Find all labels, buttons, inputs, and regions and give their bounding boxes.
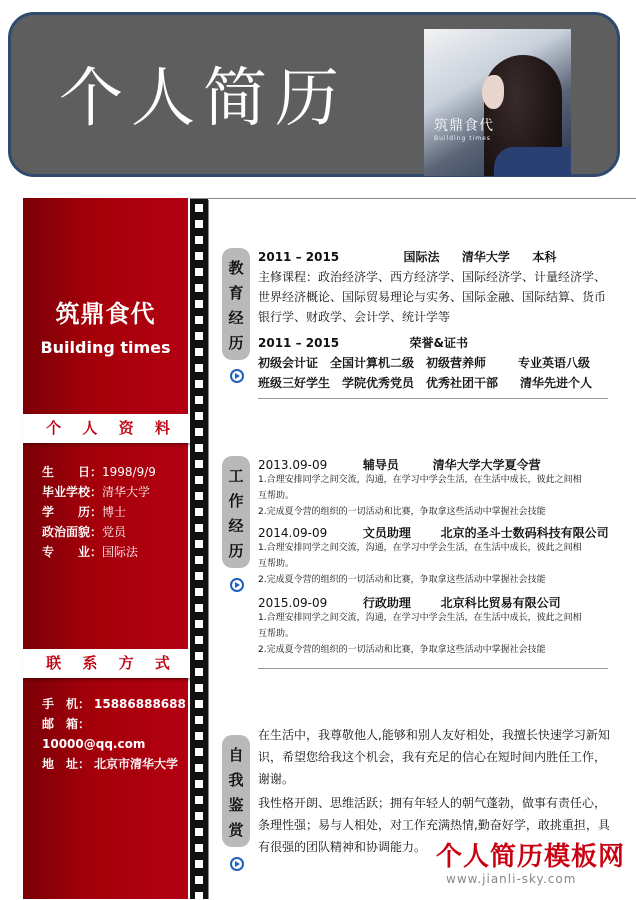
info-row-degree: 学 历：博士 bbox=[42, 502, 156, 522]
tab-char: 作 bbox=[228, 492, 244, 510]
spine-hole bbox=[195, 620, 203, 628]
job-duty-line: 互帮助。 bbox=[258, 559, 295, 569]
tab-char: 育 bbox=[228, 284, 244, 302]
contact-label: 邮 箱： bbox=[42, 717, 91, 731]
info-value: 博士 bbox=[102, 505, 127, 519]
tab-char: 自 bbox=[228, 746, 244, 764]
spine-hole bbox=[195, 316, 203, 324]
tab-char: 赏 bbox=[228, 821, 244, 839]
job-1-header bbox=[258, 456, 541, 473]
tab-char: 工 bbox=[228, 467, 244, 485]
spine-hole bbox=[195, 284, 203, 292]
spine-hole bbox=[195, 380, 203, 388]
binding-spine bbox=[190, 198, 208, 899]
education-degree: 本科 bbox=[532, 250, 557, 264]
contact-label: 地 址： bbox=[42, 757, 91, 771]
top-border-line bbox=[190, 198, 636, 199]
job-role: 行政助理 bbox=[362, 596, 411, 610]
contact-label: 手 机： bbox=[42, 697, 91, 711]
spine-hole bbox=[195, 604, 203, 612]
honor-item: 初级会计证 bbox=[258, 356, 319, 370]
contact-phone bbox=[42, 694, 188, 714]
play-icon[interactable] bbox=[230, 857, 244, 871]
tab-char: 历 bbox=[228, 334, 244, 352]
tab-education bbox=[222, 248, 250, 360]
job-duty-line: 2.完成夏令营的组织的一切活动和比赛，争取拿这些活动中掌握社会技能 bbox=[258, 507, 546, 517]
education-major: 国际法 bbox=[403, 250, 440, 264]
tab-char: 经 bbox=[228, 309, 244, 327]
spine-hole bbox=[195, 476, 203, 484]
spine-hole bbox=[195, 220, 203, 228]
education-school: 清华大学 bbox=[461, 250, 510, 264]
contact-value: 15886888688 bbox=[94, 697, 186, 711]
job-org: 北京科比贸易有限公司 bbox=[440, 596, 561, 610]
tab-char: 历 bbox=[228, 542, 244, 560]
info-label: 生 日 bbox=[42, 465, 91, 479]
info-value: 党员 bbox=[102, 525, 127, 539]
left-column bbox=[23, 198, 188, 899]
job-3-header bbox=[258, 594, 561, 611]
spine-hole bbox=[195, 412, 203, 420]
honor-item: 优秀社团干部 bbox=[426, 376, 499, 390]
spine-hole bbox=[195, 860, 203, 868]
personal-info-heading: 个 人 资 料 bbox=[23, 414, 201, 443]
job-3-duties bbox=[258, 610, 610, 658]
info-label: 政治面貌 bbox=[42, 525, 91, 539]
tab-char: 经 bbox=[228, 517, 244, 535]
spine-hole bbox=[195, 588, 203, 596]
education-header-row bbox=[258, 248, 556, 265]
play-icon[interactable] bbox=[230, 578, 244, 592]
resume-title: 个人简历 bbox=[59, 62, 347, 136]
spine-hole bbox=[195, 332, 203, 340]
education-period: 2011 – 2015 bbox=[258, 250, 340, 264]
contact-address bbox=[42, 754, 188, 774]
contact-value: 北京市清华大学 bbox=[94, 757, 179, 771]
spine-hole bbox=[195, 396, 203, 404]
spine-hole bbox=[195, 556, 203, 564]
job-duty-line: 互帮助。 bbox=[258, 629, 295, 639]
honor-item: 全国计算机二级 bbox=[330, 356, 415, 370]
info-label: 学 历 bbox=[42, 505, 91, 519]
profile-photo bbox=[424, 29, 571, 176]
contact-email[interactable] bbox=[42, 714, 188, 754]
job-2-duties bbox=[258, 540, 610, 588]
spine-hole bbox=[195, 572, 203, 580]
spine-hole bbox=[195, 732, 203, 740]
job-duty-line: 2.完成夏令营的组织的一切活动和比赛，争取拿这些活动中掌握社会技能 bbox=[258, 575, 546, 585]
spine-hole bbox=[195, 668, 203, 676]
spine-hole bbox=[195, 812, 203, 820]
divider-line bbox=[208, 200, 209, 899]
watermark-text: 个人简历模板网 bbox=[436, 842, 626, 872]
spine-hole bbox=[195, 652, 203, 660]
tab-self-label bbox=[222, 743, 250, 843]
personal-info-list bbox=[42, 462, 156, 562]
watermark-url[interactable]: www.jianli-sky.com bbox=[446, 872, 577, 886]
courses-line-2: 世界经济概论、国际贸易理论与实务、国际金融、国际结算、货币 bbox=[258, 290, 607, 304]
info-value: 国际法 bbox=[102, 545, 139, 559]
info-value: 清华大学 bbox=[102, 485, 151, 499]
photo-caption: 筑鼎食代 bbox=[434, 118, 494, 134]
section-divider bbox=[258, 398, 608, 399]
contact-heading: 联 系 方 式 bbox=[23, 649, 201, 678]
honor-item: 清华先进个人 bbox=[520, 376, 593, 390]
job-duty-line: 1.合理安排同学之间交流，沟通，在学习中学会生活，在生活中成长，彼此之间相 bbox=[258, 475, 582, 485]
spine-hole bbox=[195, 524, 203, 532]
tab-education-label bbox=[222, 256, 250, 356]
section-divider bbox=[258, 668, 608, 669]
honors-row-2 bbox=[258, 374, 592, 391]
spine-hole bbox=[195, 348, 203, 356]
spine-hole bbox=[195, 828, 203, 836]
contact-value: 10000@qq.com bbox=[42, 737, 146, 751]
spine-hole bbox=[195, 204, 203, 212]
job-duty-line: 互帮助。 bbox=[258, 491, 295, 501]
spine-hole bbox=[195, 364, 203, 372]
tab-work bbox=[222, 456, 250, 568]
spine-hole bbox=[195, 268, 203, 276]
job-role: 文员助理 bbox=[362, 526, 411, 540]
spine-hole bbox=[195, 444, 203, 452]
spine-hole bbox=[195, 700, 203, 708]
courses-line-1: 主修课程：政治经济学、西方经济学、国际经济学、计量经济学、 bbox=[258, 270, 607, 284]
job-duty-line: 1.合理安排同学之间交流，沟通，在学习中学会生活，在生活中成长，彼此之间相 bbox=[258, 613, 582, 623]
photo-coat bbox=[494, 147, 571, 176]
job-date: 2015.09-09 bbox=[258, 596, 328, 610]
spine-hole bbox=[195, 428, 203, 436]
photo-subcaption: Building times bbox=[434, 135, 491, 142]
spine-hole bbox=[195, 636, 203, 644]
job-date: 2013.09-09 bbox=[258, 458, 328, 472]
job-duty-line: 1.合理安排同学之间交流，沟通，在学习中学会生活，在生活中成长，彼此之间相 bbox=[258, 543, 582, 553]
job-1-duties bbox=[258, 472, 610, 520]
info-value: 1998/9/9 bbox=[102, 465, 156, 479]
spine-hole bbox=[195, 716, 203, 724]
info-row-birthday: 生 日：1998/9/9 bbox=[42, 462, 156, 482]
job-date: 2014.09-09 bbox=[258, 526, 328, 540]
job-org: 北京的圣斗士数码科技有限公司 bbox=[440, 526, 609, 540]
spine-hole bbox=[195, 780, 203, 788]
tab-char: 鉴 bbox=[228, 796, 244, 814]
spine-hole bbox=[195, 236, 203, 244]
honors-title: 荣誉&证书 bbox=[409, 336, 468, 350]
job-2-header bbox=[258, 524, 609, 541]
tab-char: 我 bbox=[228, 771, 244, 789]
spine-hole bbox=[195, 540, 203, 548]
info-label: 毕业学校 bbox=[42, 485, 91, 499]
spine-hole bbox=[195, 876, 203, 884]
job-org: 清华大学大学夏令营 bbox=[432, 458, 541, 472]
spine-hole bbox=[195, 796, 203, 804]
spine-hole bbox=[195, 764, 203, 772]
honor-item: 学院优秀党员 bbox=[342, 376, 415, 390]
brand-english: Building times bbox=[40, 338, 171, 357]
self-eval-paragraph-1: 在生活中，我尊敬他人,能够和别人友好相处，我擅长快速学习新知识，希望您给我这个机会，我有充足的信心在短时间内胜任工作，谢谢。 bbox=[258, 728, 610, 786]
honor-item: 班级三好学生 bbox=[258, 376, 331, 390]
spine-hole bbox=[195, 844, 203, 852]
brand-name: 筑鼎食代 bbox=[55, 300, 156, 328]
tab-work-label bbox=[222, 464, 250, 564]
honor-item: 专业英语八级 bbox=[518, 356, 591, 370]
tab-self bbox=[222, 735, 250, 847]
spine-hole bbox=[195, 252, 203, 260]
info-label: 专 业 bbox=[42, 545, 91, 559]
self-eval-paragraph-2: 我性格开朗、思维活跃；拥有年轻人的朝气蓬勃，做事有责任心，条理性强；易与人相处，对工作充满热情,勤奋好学，敢挑重担，具有很强的团队精神和协调能力。 bbox=[258, 796, 610, 854]
honor-item: 初级营养师 bbox=[426, 356, 487, 370]
job-role: 辅导员 bbox=[362, 458, 399, 472]
spine-hole bbox=[195, 684, 203, 692]
honors-period: 2011 – 2015 bbox=[258, 336, 340, 350]
honors-header-row bbox=[258, 334, 468, 351]
spine-hole bbox=[195, 300, 203, 308]
spine-hole bbox=[195, 492, 203, 500]
info-row-major: 专 业：国际法 bbox=[42, 542, 156, 562]
spine-hole bbox=[195, 748, 203, 756]
info-row-political: 政治面貌：党员 bbox=[42, 522, 156, 542]
contact-list bbox=[42, 694, 188, 774]
tab-char: 教 bbox=[228, 259, 244, 277]
info-row-school: 毕业学校：清华大学 bbox=[42, 482, 156, 502]
play-icon[interactable] bbox=[230, 369, 244, 383]
honors-row-1 bbox=[258, 354, 590, 371]
job-duty-line: 2.完成夏令营的组织的一切活动和比赛，争取拿这些活动中掌握社会技能 bbox=[258, 645, 546, 655]
courses-line-3: 银行学、财政学、会计学、统计学等 bbox=[258, 310, 451, 324]
photo-face bbox=[482, 75, 504, 109]
spine-hole bbox=[195, 460, 203, 468]
spine-hole bbox=[195, 508, 203, 516]
